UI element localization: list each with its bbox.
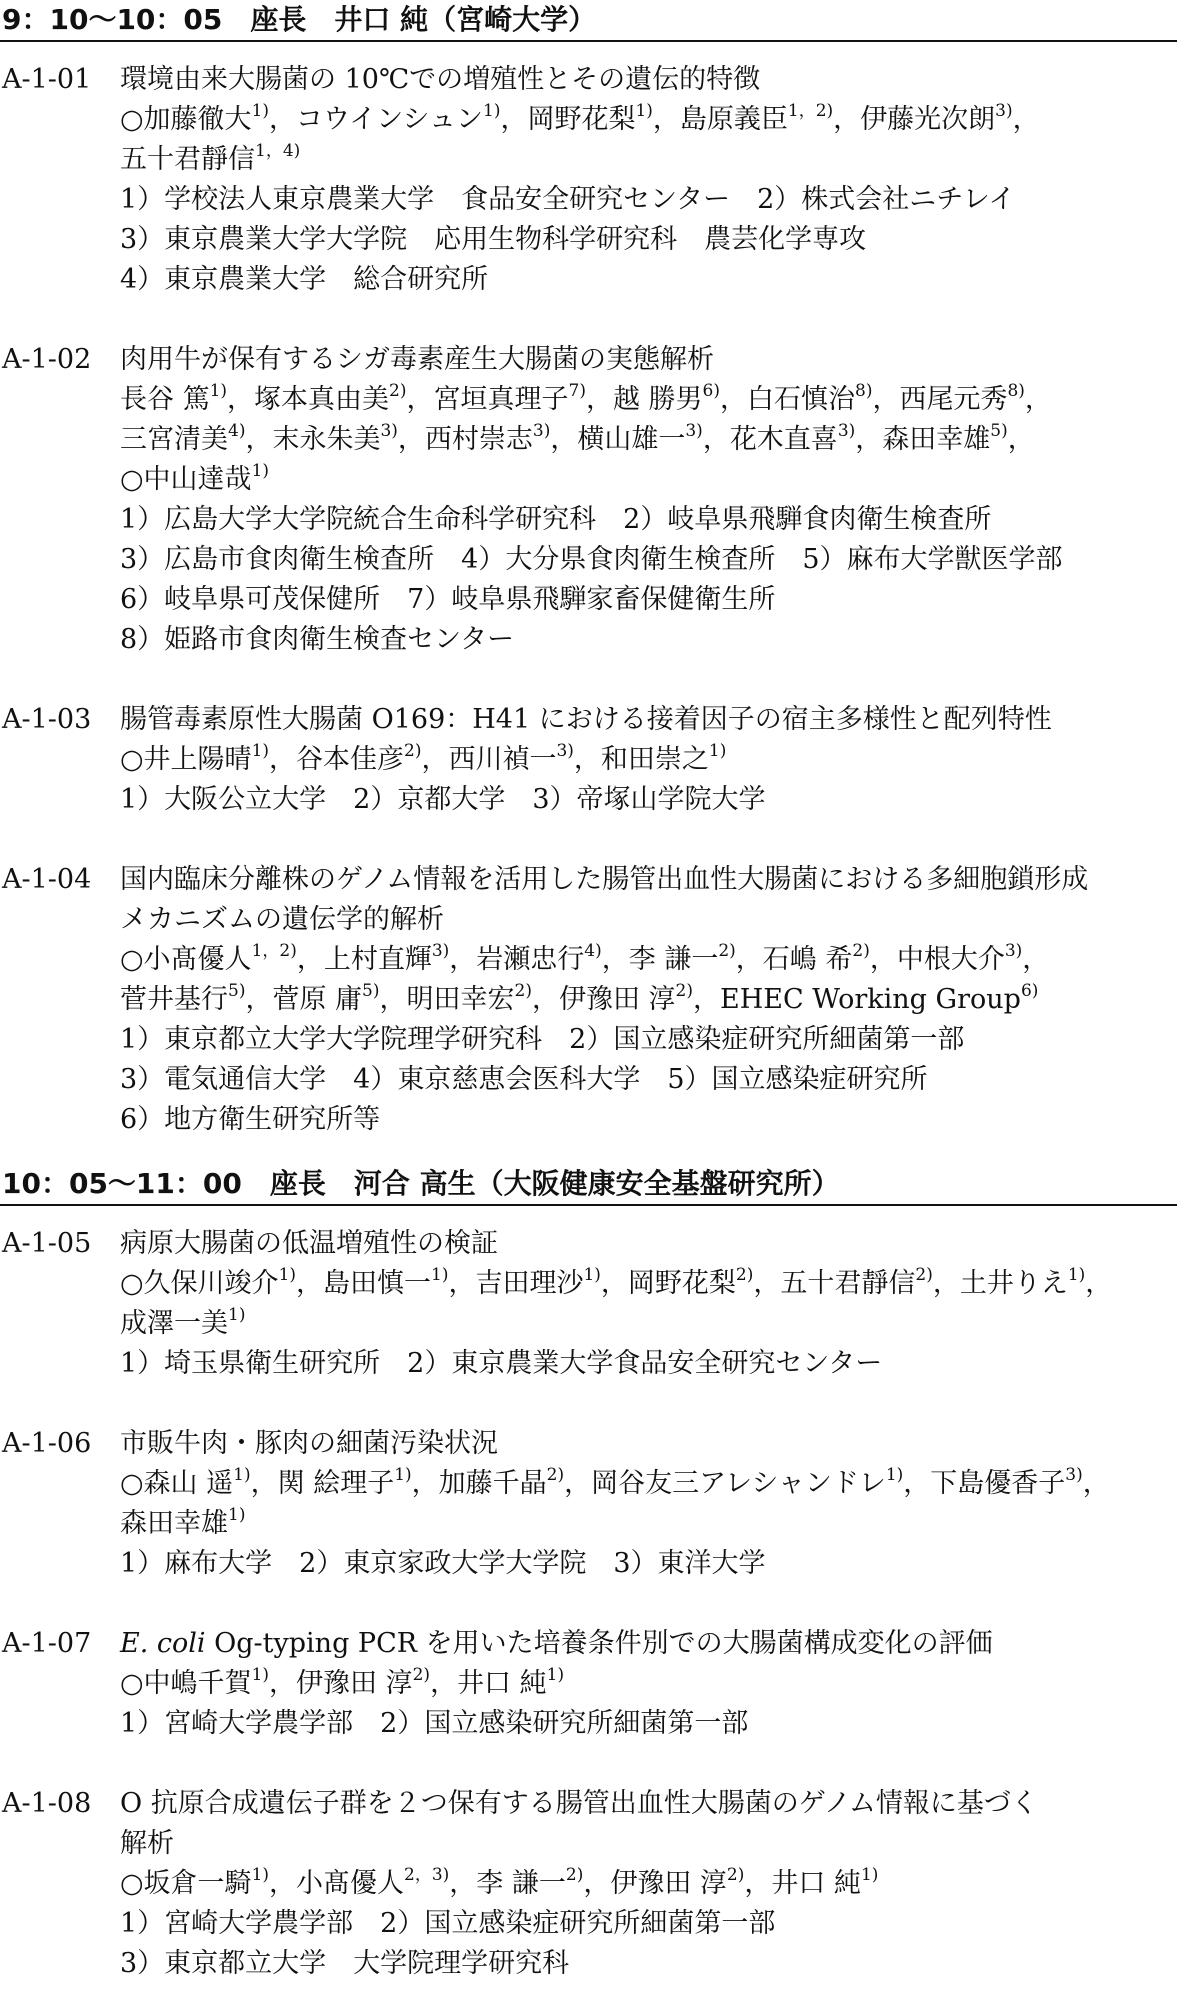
affiliation-marker: 5): [990, 421, 1008, 441]
author-name: EHEC Working Group: [720, 984, 1021, 1015]
author-separator: ，: [872, 384, 900, 415]
author-separator: ，: [573, 744, 601, 775]
affiliation-marker: 1): [1067, 1265, 1086, 1285]
abstract-title-line: [0, 1224, 1179, 1264]
author-line: [0, 380, 1179, 420]
affiliation-marker: 1): [228, 1505, 246, 1525]
abstract-title: 環境由来大腸菌の 10℃での増殖性とその遺伝的特徴: [120, 64, 761, 95]
abstract-entry: [0, 700, 1179, 820]
abstract-title-italic: E. coli: [120, 1628, 206, 1659]
affiliation-marker: 1): [278, 1265, 297, 1285]
author-name: 島田慎一: [323, 1268, 432, 1299]
affiliation-marker: 1): [251, 1865, 270, 1885]
author-name: 岡野花梨: [527, 104, 636, 135]
author-name: 李 謙一: [476, 1868, 566, 1899]
author-separator: ，: [903, 1468, 931, 1499]
author-line: [0, 1504, 1179, 1544]
author-name: 李 謙一: [628, 944, 719, 975]
affiliation-marker: 1): [228, 1305, 246, 1325]
author-name: コウインシュン: [296, 104, 483, 135]
affiliation-marker: 2): [389, 381, 407, 401]
affiliation-marker: 1): [635, 101, 653, 121]
affiliation-marker: 3): [556, 741, 574, 761]
affiliation-marker: 1): [546, 1665, 565, 1685]
author-line: [0, 980, 1179, 1020]
author-name: 岡谷友三アレシャンドレ: [591, 1468, 886, 1499]
author-separator: ，: [585, 384, 613, 415]
author-name: 伊豫田 淳: [558, 984, 676, 1015]
affiliation-marker: 1): [251, 461, 270, 481]
author-separator: ，: [652, 104, 680, 135]
author-line: [0, 1264, 1179, 1304]
affiliation-marker: 1): [394, 1465, 412, 1485]
abstract-id: A-1-07: [2, 1628, 92, 1659]
affiliation-marker: 3): [431, 941, 450, 961]
author-separator: ，: [1024, 384, 1052, 415]
author-separator: ，: [564, 1468, 592, 1499]
session-header: 10：05～11：00 座長 河合 高生（大阪健康安全基盤研究所）: [0, 1164, 1177, 1206]
author-name: 白石慎治: [747, 384, 855, 415]
author-line: [0, 1664, 1179, 1704]
affiliation-marker: 2): [412, 1665, 431, 1685]
author-separator: ，: [1022, 944, 1050, 975]
author-name: 谷本佳彦: [296, 744, 405, 775]
affiliation-marker: 1): [251, 101, 270, 121]
author-separator: ，: [245, 424, 273, 455]
abstract-entry: [0, 340, 1179, 660]
author-name: 岡野花梨: [627, 1268, 736, 1299]
author-name: 土井りえ: [959, 1268, 1068, 1299]
author-name: 岩瀬忠行: [476, 944, 585, 975]
author-name: 長谷 篤: [120, 384, 210, 415]
affiliation-marker: 1): [209, 381, 228, 401]
abstract-title: 肉用牛が保有するシガ毒素産生大腸菌の実態解析: [120, 344, 714, 375]
author-separator: ，: [1085, 1268, 1113, 1299]
author-separator: ，: [269, 1668, 297, 1699]
abstract-title-line: [0, 340, 1179, 380]
affiliation-marker: 2): [404, 741, 422, 761]
author-name: 横山雄一: [577, 424, 686, 455]
author-name: ○中山達哉: [120, 464, 252, 495]
abstract-title-line: [0, 60, 1179, 100]
abstract-id: A-1-08: [2, 1788, 92, 1819]
author-name: 塚本真由美: [254, 384, 390, 415]
affiliation-line: 1）広島大学大学院統合生命科学研究科 2）岐阜県飛騨食肉衛生検査所: [120, 504, 992, 535]
session-section: [0, 1164, 1179, 1984]
author-name: 西尾元秀: [899, 384, 1008, 415]
affiliation-marker: 2): [546, 1465, 565, 1485]
abstract-title-line: [0, 900, 1179, 940]
abstract-entry: [0, 1224, 1179, 1384]
author-separator: ，: [379, 984, 407, 1015]
affiliation-marker: 4): [584, 941, 602, 961]
author-line: [0, 740, 1179, 780]
author-name: 上村直輝: [323, 944, 432, 975]
author-name: 小髙優人: [296, 1868, 405, 1899]
author-name: ○井上陽晴: [120, 744, 252, 775]
abstract-title-line: [0, 1424, 1179, 1464]
author-name: 森田幸雄: [120, 1508, 228, 1539]
affiliation-marker: 5): [362, 981, 380, 1001]
author-separator: ，: [833, 104, 861, 135]
author-separator: ，: [1012, 104, 1040, 135]
affiliation-line: 6）地方衛生研究所等: [120, 1104, 381, 1135]
abstract-entry: [0, 1784, 1179, 1984]
author-name: ○加藤徹大: [120, 104, 252, 135]
author-separator: ，: [227, 384, 255, 415]
author-line: [0, 420, 1179, 460]
author-name: 井口 純: [457, 1668, 547, 1699]
author-name: 三宮清美: [120, 424, 228, 455]
author-separator: ，: [600, 1268, 628, 1299]
abstract-id: A-1-03: [2, 704, 92, 735]
abstract-title: 解析: [120, 1828, 174, 1859]
abstract-entry: [0, 860, 1179, 1140]
author-separator: ，: [406, 384, 434, 415]
author-name: 井口 純: [771, 1868, 861, 1899]
author-separator: ，: [735, 944, 763, 975]
affiliation-marker: 1): [583, 1265, 601, 1285]
abstract-id: A-1-06: [2, 1428, 92, 1459]
abstract-id: A-1-01: [2, 64, 92, 95]
author-line: [0, 460, 1179, 500]
affiliation-marker: 3): [1004, 941, 1023, 961]
affiliation-marker: 2): [514, 981, 532, 1001]
affiliation-line: 1）東京都立大学大学院理学研究科 2）国立感染症研究所細菌第一部: [120, 1024, 965, 1055]
session-header: 9：10～10：05 座長 井口 純（宮崎大学）: [0, 0, 1177, 42]
author-name: ○森山 遥: [120, 1468, 234, 1499]
author-name: 中根大介: [896, 944, 1005, 975]
author-line: [0, 140, 1179, 180]
author-name: ○小髙優人: [120, 944, 252, 975]
author-separator: ，: [269, 744, 297, 775]
abstract-id: A-1-02: [2, 344, 92, 375]
author-line: [0, 1304, 1179, 1344]
author-separator: ，: [397, 424, 425, 455]
author-name: 五十君靜信: [780, 1268, 916, 1299]
author-separator: ，: [932, 1268, 960, 1299]
author-name: ○久保川竣介: [120, 1268, 279, 1299]
author-name: 加藤千晶: [438, 1468, 547, 1499]
author-name: 宮垣真理子: [433, 384, 569, 415]
affiliation-marker: 3): [532, 421, 551, 441]
author-name: 伊豫田 淳: [610, 1868, 727, 1899]
affiliation-marker: 6): [1020, 981, 1039, 1001]
affiliation-marker: 5): [228, 981, 246, 1001]
abstract-id: A-1-04: [2, 864, 92, 895]
affiliation-marker: 1): [708, 741, 727, 761]
author-separator: ，: [411, 1468, 439, 1499]
author-separator: ，: [744, 1868, 772, 1899]
author-separator: ，: [269, 104, 297, 135]
abstract-entry: [0, 1424, 1179, 1584]
author-name: 成澤一美: [120, 1308, 228, 1339]
affiliation-marker: 2): [852, 941, 870, 961]
abstract-title-line: [0, 700, 1179, 740]
affiliation-marker: 4): [228, 421, 246, 441]
affiliation-marker: 1): [233, 1465, 251, 1485]
affiliation-line: 1）埼玉県衛生研究所 2）東京農業大学食品安全研究センター: [120, 1348, 883, 1379]
affiliation-marker: 3): [685, 421, 703, 441]
affiliation-marker: 1): [251, 741, 270, 761]
abstract-title-line: [0, 1624, 1179, 1664]
author-separator: ，: [1082, 1468, 1110, 1499]
author-name: 吉田理沙: [475, 1268, 584, 1299]
author-separator: ，: [430, 1668, 458, 1699]
author-separator: ，: [449, 1868, 477, 1899]
affiliation-marker: 7): [568, 381, 586, 401]
author-separator: ，: [245, 984, 273, 1015]
affiliation-marker: 1，2): [787, 101, 834, 121]
affiliation-line: 4）東京農業大学 総合研究所: [120, 264, 489, 295]
author-name: 五十君靜信: [120, 144, 255, 175]
author-name: 明田幸宏: [406, 984, 515, 1015]
abstract-id: A-1-05: [2, 1228, 92, 1259]
author-separator: ，: [1007, 424, 1035, 455]
affiliation-marker: 3): [995, 101, 1013, 121]
abstract-title-line: [0, 1824, 1179, 1864]
author-separator: ，: [531, 984, 559, 1015]
abstract-title: 市販牛肉・豚肉の細菌汚染状況: [120, 1428, 498, 1459]
author-separator: ，: [601, 944, 629, 975]
abstract-title: 腸管毒素原性大腸菌 O169：H41 における接着因子の宿主多様性と配列特性: [120, 704, 1052, 735]
author-name: 伊豫田 淳: [296, 1668, 413, 1699]
affiliation-marker: 2): [915, 1265, 933, 1285]
abstract-title: O 抗原合成遺伝子群を２つ保有する腸管出血性大腸菌のゲノム情報に基づく: [120, 1788, 1038, 1819]
affiliation-line: 8）姫路市食肉衛生検査センター: [120, 624, 515, 655]
author-separator: ，: [855, 424, 883, 455]
affiliation-marker: 1): [251, 1665, 270, 1685]
affiliation-marker: 1): [860, 1865, 879, 1885]
author-separator: ，: [448, 1268, 476, 1299]
affiliation-marker: 1，2): [251, 941, 297, 961]
author-name: 西川禎一: [448, 744, 557, 775]
author-name: 和田崇之: [600, 744, 709, 775]
author-separator: ，: [449, 944, 477, 975]
affiliation-marker: 2): [565, 1865, 584, 1885]
author-line: [0, 100, 1179, 140]
author-line: [0, 1864, 1179, 1904]
affiliation-line: 1）宮崎大学農学部 2）国立感染研究所細菌第一部: [120, 1708, 749, 1739]
author-separator: ，: [753, 1268, 781, 1299]
affiliation-line: 1）大阪公立大学 2）京都大学 3）帝塚山学院大学: [120, 784, 766, 815]
author-name: 末永朱美: [272, 424, 381, 455]
author-name: 花木直喜: [729, 424, 838, 455]
author-name: 西村崇志: [424, 424, 533, 455]
abstract-title: 病原大腸菌の低温増殖性の検証: [120, 1228, 498, 1259]
affiliation-marker: 3): [1065, 1465, 1083, 1485]
affiliation-marker: 1): [885, 1465, 904, 1485]
author-separator: ，: [250, 1468, 278, 1499]
author-name: 下島優香子: [930, 1468, 1066, 1499]
abstract-title: メカニズムの遺伝学的解析: [120, 904, 444, 935]
abstract-title: 国内臨床分離株のゲノム情報を活用した腸管出血性大腸菌における多細胞鎖形成: [120, 864, 1089, 895]
affiliation-line: 6）岐阜県可茂保健所 7）岐阜県飛騨家畜保健衛生所: [120, 584, 776, 615]
abstract-entry: [0, 1624, 1179, 1744]
affiliation-line: 3）電気通信大学 4）東京慈恵会医科大学 5）国立感染症研究所: [120, 1064, 928, 1095]
author-line: [0, 1464, 1179, 1504]
affiliation-marker: 1): [431, 1265, 449, 1285]
author-separator: ，: [269, 1868, 297, 1899]
affiliation-line: 3）東京都立大学 大学院理学研究科: [120, 1948, 570, 1979]
author-name: 越 勝男: [612, 384, 703, 415]
author-name: 石嶋 希: [762, 944, 853, 975]
affiliation-marker: 2): [718, 941, 736, 961]
abstract-title-line: [0, 1784, 1179, 1824]
author-separator: ，: [869, 944, 897, 975]
author-name: ○中嶋千賀: [120, 1668, 252, 1699]
affiliation-line: 1）学校法人東京農業大学 食品安全研究センター 2）株式会社ニチレイ: [120, 184, 1016, 215]
author-name: 森田幸雄: [882, 424, 991, 455]
author-separator: ，: [550, 424, 578, 455]
affiliation-line: 3）広島市食肉衛生検査所 4）大分県食肉衛生検査所 5）麻布大学獣医学部: [120, 544, 1063, 575]
abstract-title: Og-typing PCR を用いた培養条件別での大腸菌構成変化の評価: [205, 1628, 993, 1659]
author-name: 島原義臣: [679, 104, 788, 135]
affiliation-marker: 8): [855, 381, 873, 401]
affiliation-marker: 3): [380, 421, 398, 441]
author-name: 菅原 庸: [272, 984, 363, 1015]
affiliation-marker: 1，4): [255, 141, 301, 161]
author-separator: ，: [693, 984, 720, 1015]
author-name: 菅井基行: [120, 984, 228, 1015]
author-separator: ，: [702, 424, 730, 455]
author-separator: ，: [500, 104, 528, 135]
author-separator: ，: [583, 1868, 611, 1899]
affiliation-marker: 3): [837, 421, 856, 441]
author-separator: ，: [720, 384, 747, 415]
author-separator: ，: [296, 944, 324, 975]
author-separator: ，: [296, 1268, 324, 1299]
author-name: 関 絵理子: [277, 1468, 395, 1499]
affiliation-marker: 1): [483, 101, 501, 121]
affiliation-marker: 2): [726, 1865, 745, 1885]
author-name: ○坂倉一騎: [120, 1868, 252, 1899]
affiliation-line: 3）東京農業大学大学院 応用生物科学研究科 農芸化学専攻: [120, 224, 867, 255]
affiliation-line: 1）麻布大学 2）東京家政大学大学院 3）東洋大学: [120, 1548, 766, 1579]
affiliation-line: 1）宮崎大学農学部 2）国立感染症研究所細菌第一部: [120, 1908, 776, 1939]
affiliation-marker: 2): [735, 1265, 754, 1285]
author-name: 伊藤光次朗: [860, 104, 996, 135]
abstract-title-line: [0, 860, 1179, 900]
abstract-entry: [0, 60, 1179, 300]
affiliation-marker: 2，3): [404, 1865, 450, 1885]
author-line: [0, 940, 1179, 980]
affiliation-marker: 6): [702, 381, 720, 401]
author-separator: ，: [421, 744, 449, 775]
affiliation-marker: 2): [675, 981, 693, 1001]
affiliation-marker: 8): [1007, 381, 1025, 401]
